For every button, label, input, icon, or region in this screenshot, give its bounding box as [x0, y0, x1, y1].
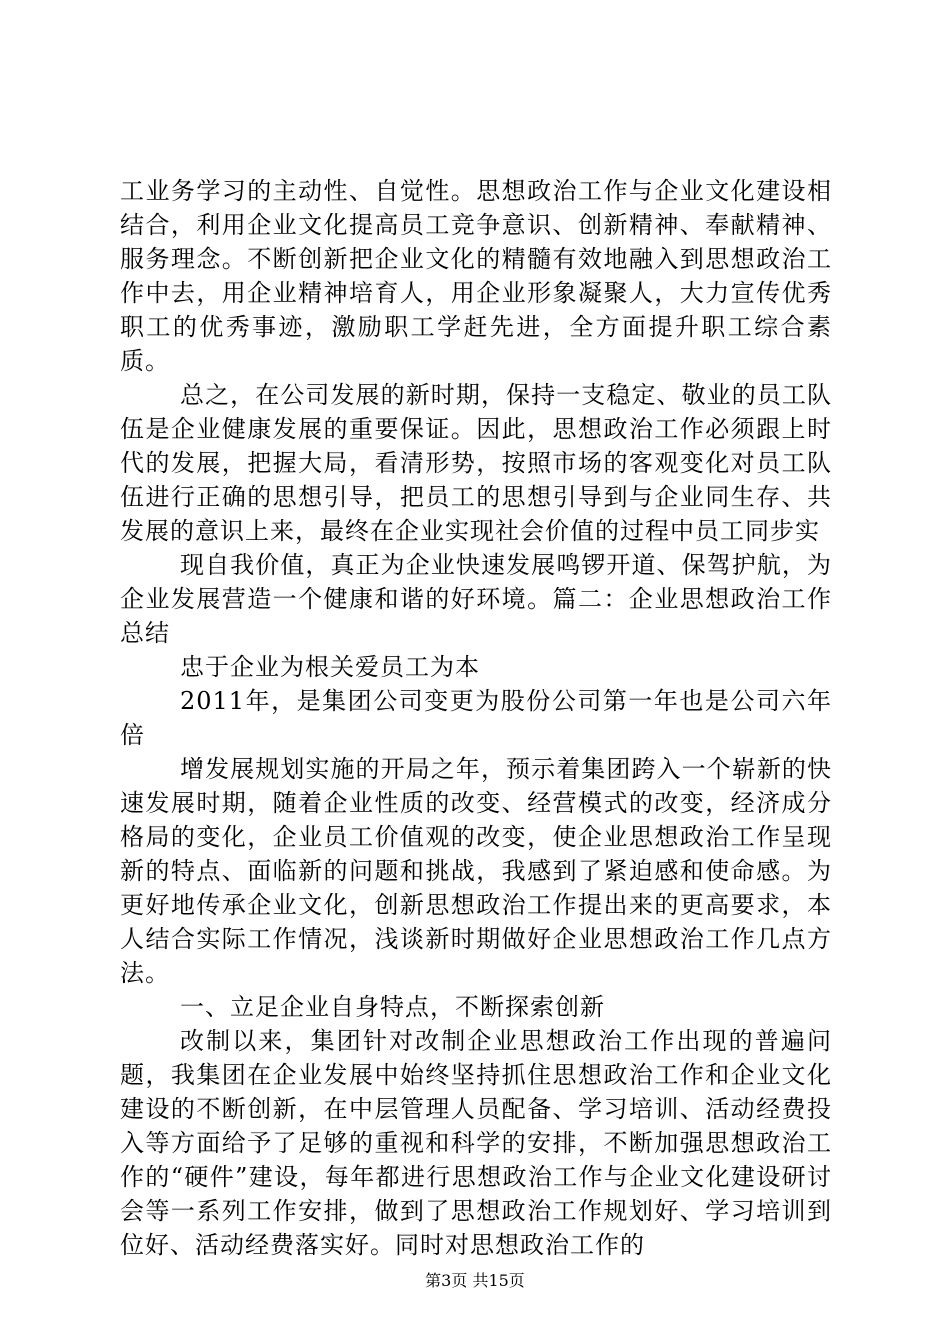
- paragraph-7: 改制以来，集团针对改制企业思想政治工作出现的普遍问题，我集团在企业发展中始终坚持抓住思想政治工作和企业文化建设的不断创新，在中层管理人员配备、学习培训、活动经费投入等方面给予了足够的重视和科学的安排，不断加强思想政治工作的“硬件”建设，每年都进行思想政治工作与企业文化建设研讨会等一系列工作安排，做到了思想政治工作规划好、学习培训到位好、活动经费落实好。同时对思想政治工作的: [120, 1027, 832, 1259]
- paragraph-6: 增发展规划实施的开局之年，预示着集团跨入一个崭新的快速发展时期，随着企业性质的改变、经营模式的改变，经济成分格局的变化，企业员工价值观的改变，使企业思想政治工作呈现新的特点、面临新的问题和挑战，我感到了紧迫感和使命感。为更好地传承企业文化，创新思想政治工作提出来的更高要求，本人结合实际工作情况，浅谈新时期做好企业思想政治工作几点方法。: [120, 755, 832, 987]
- paragraph-1: 工业务学习的主动性、自觉性。思想政治工作与企业文化建设相结合，利用企业文化提高员工竞争意识、创新精神、奉献精神、服务理念。不断创新把企业文化的精髓有效地融入到思想政治工作中去，用企业精神培育人，用企业形象凝聚人，大力宣传优秀职工的优秀事迹，激励职工学赶先进，全方面提升职工综合素质。: [120, 177, 832, 375]
- page-footer: 第3页 共15页: [425, 1271, 525, 1290]
- paragraph-2: 总之，在公司发展的新时期，保持一支稳定、敬业的员工队伍是企业健康发展的重要保证。因此，思想政治工作必须跟上时代的发展，把握大局，看清形势，按照市场的客观变化对员工队伍进行正确的思想引导，把员工的思想引导到与企业同生存、共发展的意识上来，最终在企业实现社会价值的过程中员工同步实: [120, 381, 832, 545]
- paragraph-5: 2011年，是集团公司变更为股份公司第一年也是公司六年倍: [120, 687, 832, 749]
- paragraph-3: 现自我价值，真正为企业快速发展鸣锣开道、保驾护航，为企业发展营造一个健康和谐的好环境。篇二：企业思想政治工作总结: [120, 551, 832, 647]
- document-body: [120, 174, 832, 1262]
- paragraph-4: 忠于企业为根关爱员工为本: [180, 653, 480, 681]
- section-heading-1: 一、立足企业自身特点，不断探索创新: [180, 993, 605, 1021]
